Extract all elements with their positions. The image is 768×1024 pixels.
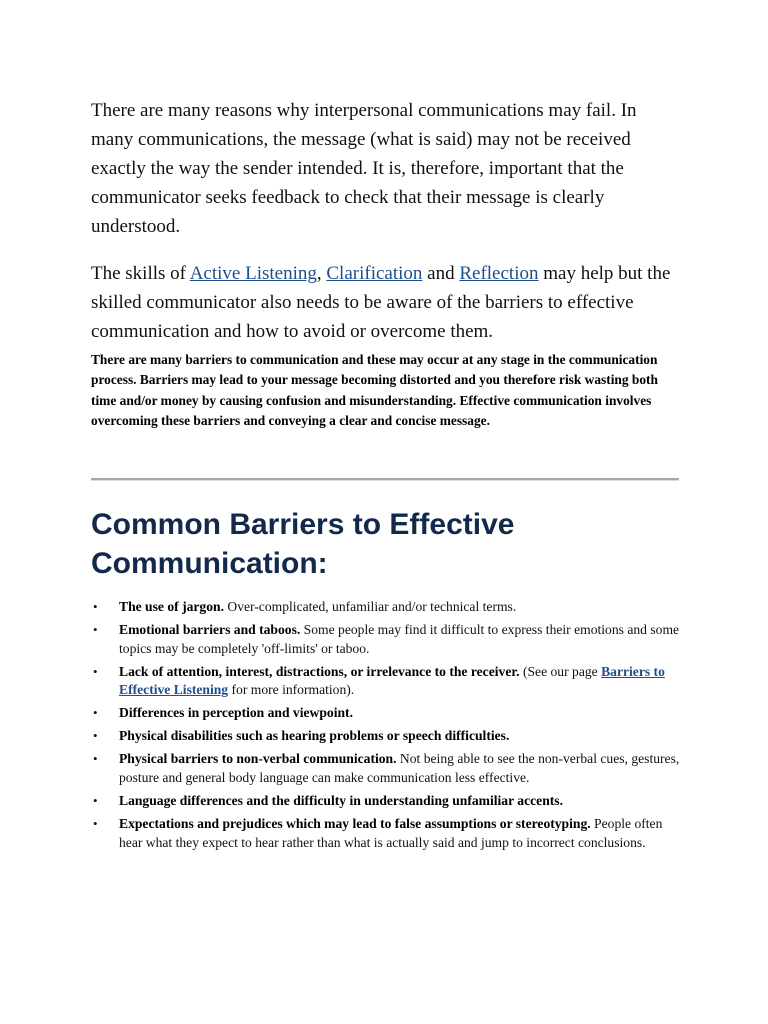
barrier-text: (See our page <box>519 663 602 679</box>
barrier-title: Emotional barriers and taboos. <box>119 622 301 638</box>
barriers-list <box>91 598 681 857</box>
bullet-icon: • <box>93 793 98 809</box>
barrier-title: Physical barriers to non-verbal communication. <box>119 751 397 767</box>
list-item <box>91 815 681 852</box>
list-item <box>91 598 681 617</box>
bullet-icon: • <box>93 663 98 679</box>
barrier-text: Not being able to see the non-verbal cues, gestures, posture and general body language can make communication less effective. <box>119 751 680 785</box>
barrier-title: Physical disabilities such as hearing problems or speech difficulties. <box>119 728 510 744</box>
p2-and-text: and <box>422 263 460 284</box>
barrier-title: Differences in perception and viewpoint. <box>119 705 353 721</box>
bullet-icon: • <box>93 705 98 721</box>
list-item <box>91 663 681 700</box>
clarification-link[interactable]: Clarification <box>326 263 423 284</box>
barrier-title: Lack of attention, interest, distractions, or irrelevance to the receiver. <box>119 663 520 679</box>
bullet-icon: • <box>93 728 98 744</box>
intro-paragraph-1: There are many reasons why interpersonal communications may fail. In many communications, the message (what is said) may not be received exactly the way the sender intended. It is, therefore, important that the communicator seeks feedback to check that their message is clearly understood. <box>91 100 637 237</box>
p2-start-text: The skills of <box>91 263 190 284</box>
barriers-summary-paragraph: There are many barriers to communication and these may occur at any stage in the communication process. Barriers may lead to your message becoming distorted and you therefore risk wasting both time and/or money by causing confusion and misunderstanding. Effective communication involves overcoming these barriers and conveying a clear and concise message. <box>91 352 658 429</box>
intro-section <box>91 96 681 432</box>
list-item <box>91 792 681 811</box>
list-item <box>91 727 681 746</box>
barrier-text-after: for more information). <box>228 682 355 698</box>
list-item <box>91 750 681 787</box>
list-item <box>91 704 681 723</box>
barrier-title: Expectations and prejudices which may lead to false assumptions or stereotyping. <box>119 816 591 832</box>
barrier-title: Language differences and the difficulty in understanding unfamiliar accents. <box>119 793 563 809</box>
horizontal-divider <box>91 478 679 481</box>
barriers-to-effective-listening-link[interactable]: Barriers to Effective Listening <box>119 663 665 698</box>
barrier-text: Over-complicated, unfamiliar and/or technical terms. <box>223 599 517 614</box>
bullet-icon: • <box>93 751 98 767</box>
barrier-text: Some people may find it difficult to express their emotions and some topics may be completely 'off-limits' or taboo. <box>119 622 680 656</box>
reflection-link[interactable]: Reflection <box>459 263 539 284</box>
list-item <box>91 621 681 658</box>
section-heading: Common Barriers to Effective Communication: <box>91 508 515 580</box>
p2-comma: , <box>316 263 327 284</box>
barrier-title: The use of jargon. <box>119 599 224 614</box>
p2-end-text: may help but the skilled communicator also needs to be aware of the barriers to effective communication and how to avoid or overcome them. <box>91 263 671 342</box>
barrier-text: People often hear what they expect to hear rather than what is actually said and jump to incorrect conclusions. <box>119 816 663 850</box>
active-listening-link[interactable]: Active Listening <box>189 263 317 284</box>
intro-paragraph-2 <box>91 259 681 346</box>
bullet-icon: • <box>93 622 98 638</box>
bullet-icon: • <box>93 599 98 614</box>
bullet-icon: • <box>93 816 98 832</box>
